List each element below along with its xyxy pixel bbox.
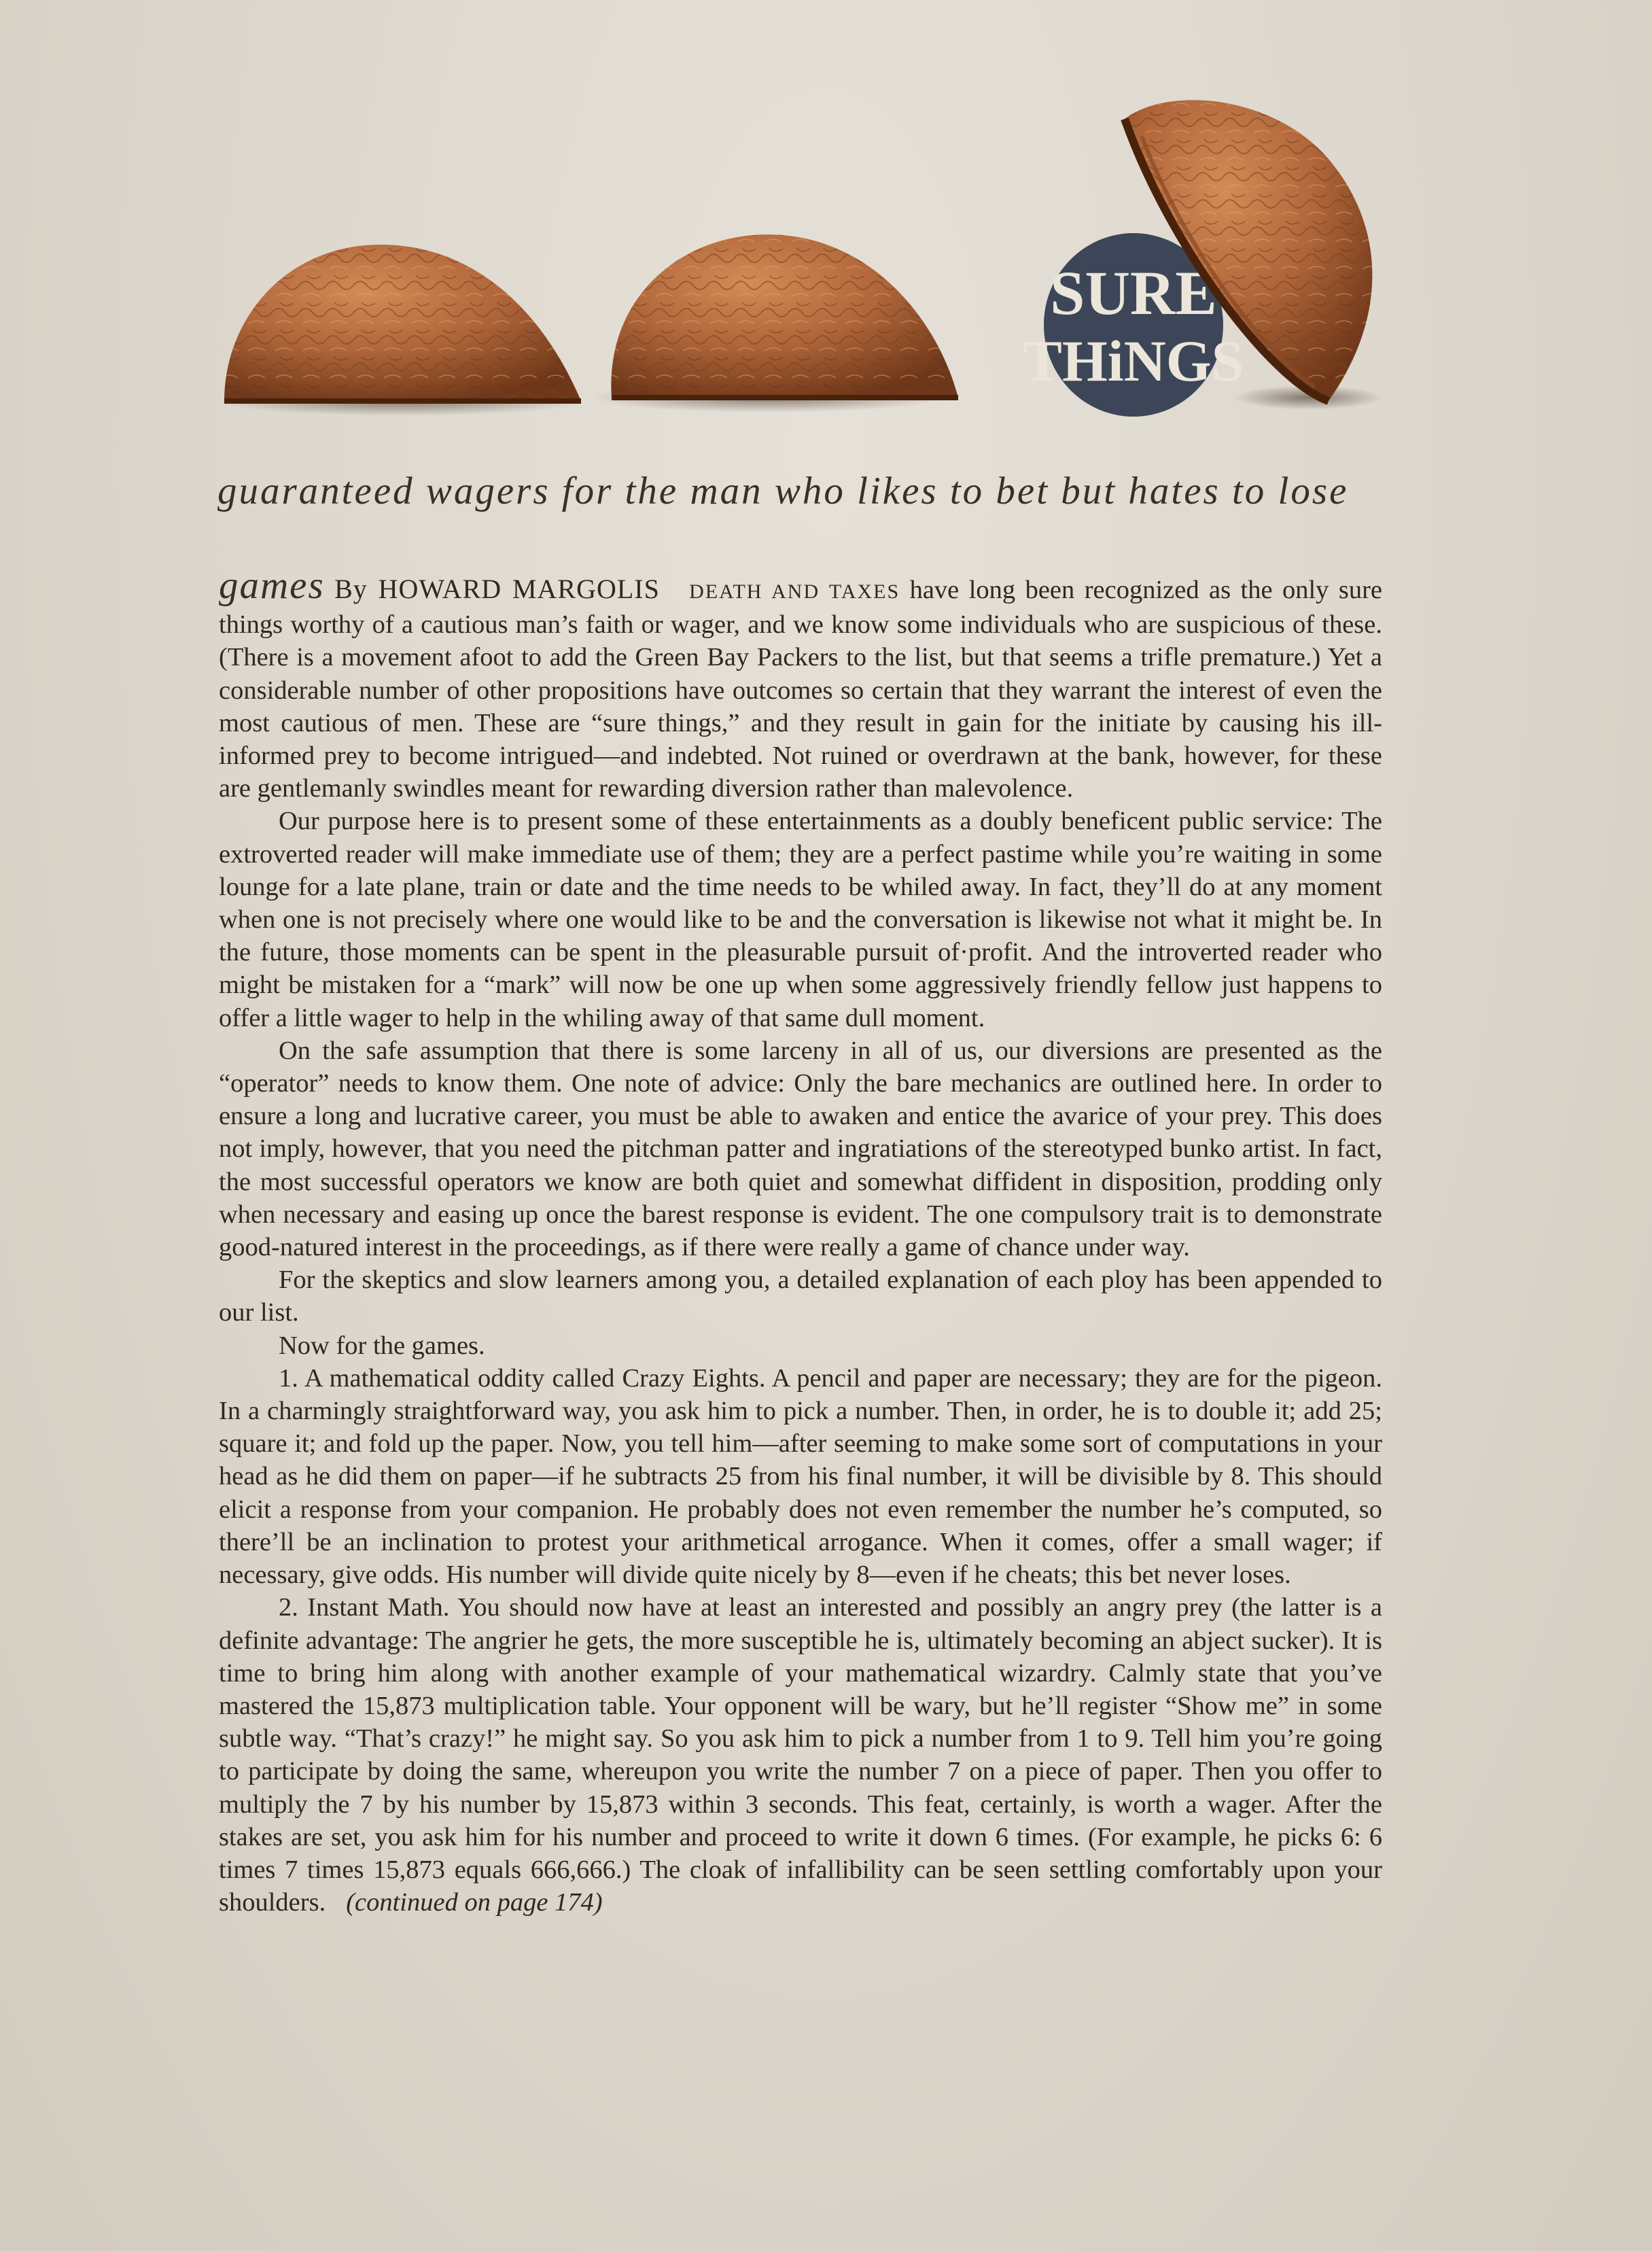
paragraph-6: 1. A mathematical oddity called Crazy Eights. A pencil and paper are necessary; they are for the pigeon. In a charmingly straightforward way, you ask him to pick a number. Then, in order, he is to double it; add 25; square it; and fold up the paper. Now, you tell him—after seeming to make some sort of computations in your head as he did them on paper—if he subtracts 25 from his final number, it will be divisible by 8. This should elicit a response from your companion. He probably does not even remember the number he’s computed, so there’ll be an inclination to protest your arithmetical arrogance. When it comes, offer a small wager; if necessary, give odds. His number will divide quite nicely by 8—even if he cheats; this bet never loses.: [219, 1363, 1382, 1590]
byline: By HOWARD MARGOLIS: [334, 574, 660, 604]
paragraph-1-text: have long been recognized as the only sure things worthy of a cautious man’s faith or wager, and we know some individuals who are suspicious of these. (There is a movement afoot to add the Green Bay Packers to the list, but that seems a trifle premature.) Yet a considerable number of other propositions have outcomes so certain that they warrant the interest of even the most cautious of men. These are “sure things,” and they result in gain for the initiate by causing his ill-informed prey to become intrigued—and indebted. Not ruined or overdrawn at the bank, however, for these are gentlemanly swindles meant for rewarding diversion rather than malevolence.: [219, 576, 1382, 803]
paragraph-7-text: 2. Instant Math. You should now have at least an interested and possibly an angry prey (the latter is a definite advantage: The angrier he gets, the more susceptible he is, ultimately becoming an abject sucker). It is time to bring him along with another example of your mathematical wizardry. Calmly state that you’ve mastered the 15,873 multiplication table. Your opponent will be wary, but he’ll register “Show me” in some subtle way. “That’s crazy!” he might say. So you ask him to pick a number from 1 to 9. Tell him you’re going to participate by doing the same, whereupon you write the number 7 on a piece of paper. Then you offer to multiply the 7 by his number by 15,873 within 3 seconds. This feat, certainly, is worth a wager. After the stakes are set, you ask him for his number and proceed to write it down 6 times. (For example, he picks 6: 6 times 7 times 15,873 equals 666,666.) The cloak of infallibility can be seen settling comfortably upon your shoulders.: [219, 1593, 1382, 1917]
badge-line-2: THiNGS: [1023, 328, 1244, 394]
paragraph-3: On the safe assumption that there is some larceny in all of us, our diversions are presented as the “operator” needs to know them. One note of advice: Only the bare mechanics are outlined here. In order to ensure a long and lucrative career, you must be able to awaken and entice the avarice of your prey. This does not imply, however, that you need the pitchman patter and ingratiations of the stereotyped bunko artist. In fact, the most successful operators we know are both quiet and somewhat diffident in disposition, prodding only when necessary and easing up once the barest response is evident. The one compulsory trait is to demonstrate good-natured interest in the proceedings, as if there were really a game of chance under way.: [219, 1036, 1382, 1262]
paragraph-5: Now for the games.: [279, 1331, 485, 1360]
games-word: games: [219, 564, 325, 607]
walnut-shell-2: [591, 234, 958, 413]
badge-line-1: SURE: [1050, 258, 1217, 328]
lead-in: DEATH AND TAXES: [689, 580, 900, 603]
paragraph-2: Our purpose here is to present some of these entertainments as a doubly beneficent public service: The extroverted reader will make immediate use of them; they are a perfect pastime while you’re waiting in some lounge for a late plane, train or date and the time needs to be whiled away. In fact, they’ll do at any moment when one is not precisely where one would like to be and the conversation is likewise not what it might be. In the future, those moments can be spent in the pleasurable pursuit of·profit. And the introverted reader who might be mistaken for a “mark” will now be one up when some aggressively friendly fellow just happens to offer a little wager to help in the whiling away of that same dull moment.: [219, 807, 1382, 1032]
paragraph-7: [219, 1591, 1382, 1919]
hero-illustration: [0, 0, 1652, 449]
paragraph-1: [219, 564, 1382, 805]
article-subtitle: guaranteed wagers for the man who likes to bet but hates to lose: [217, 470, 1349, 512]
paragraph-4: For the skeptics and slow learners among you, a detailed explanation of each ploy has been appended to our list.: [219, 1266, 1382, 1327]
article-body: [219, 564, 1382, 1919]
walnut-shell-1: [217, 245, 584, 416]
continued-note: (continued on page 174): [346, 1888, 603, 1917]
